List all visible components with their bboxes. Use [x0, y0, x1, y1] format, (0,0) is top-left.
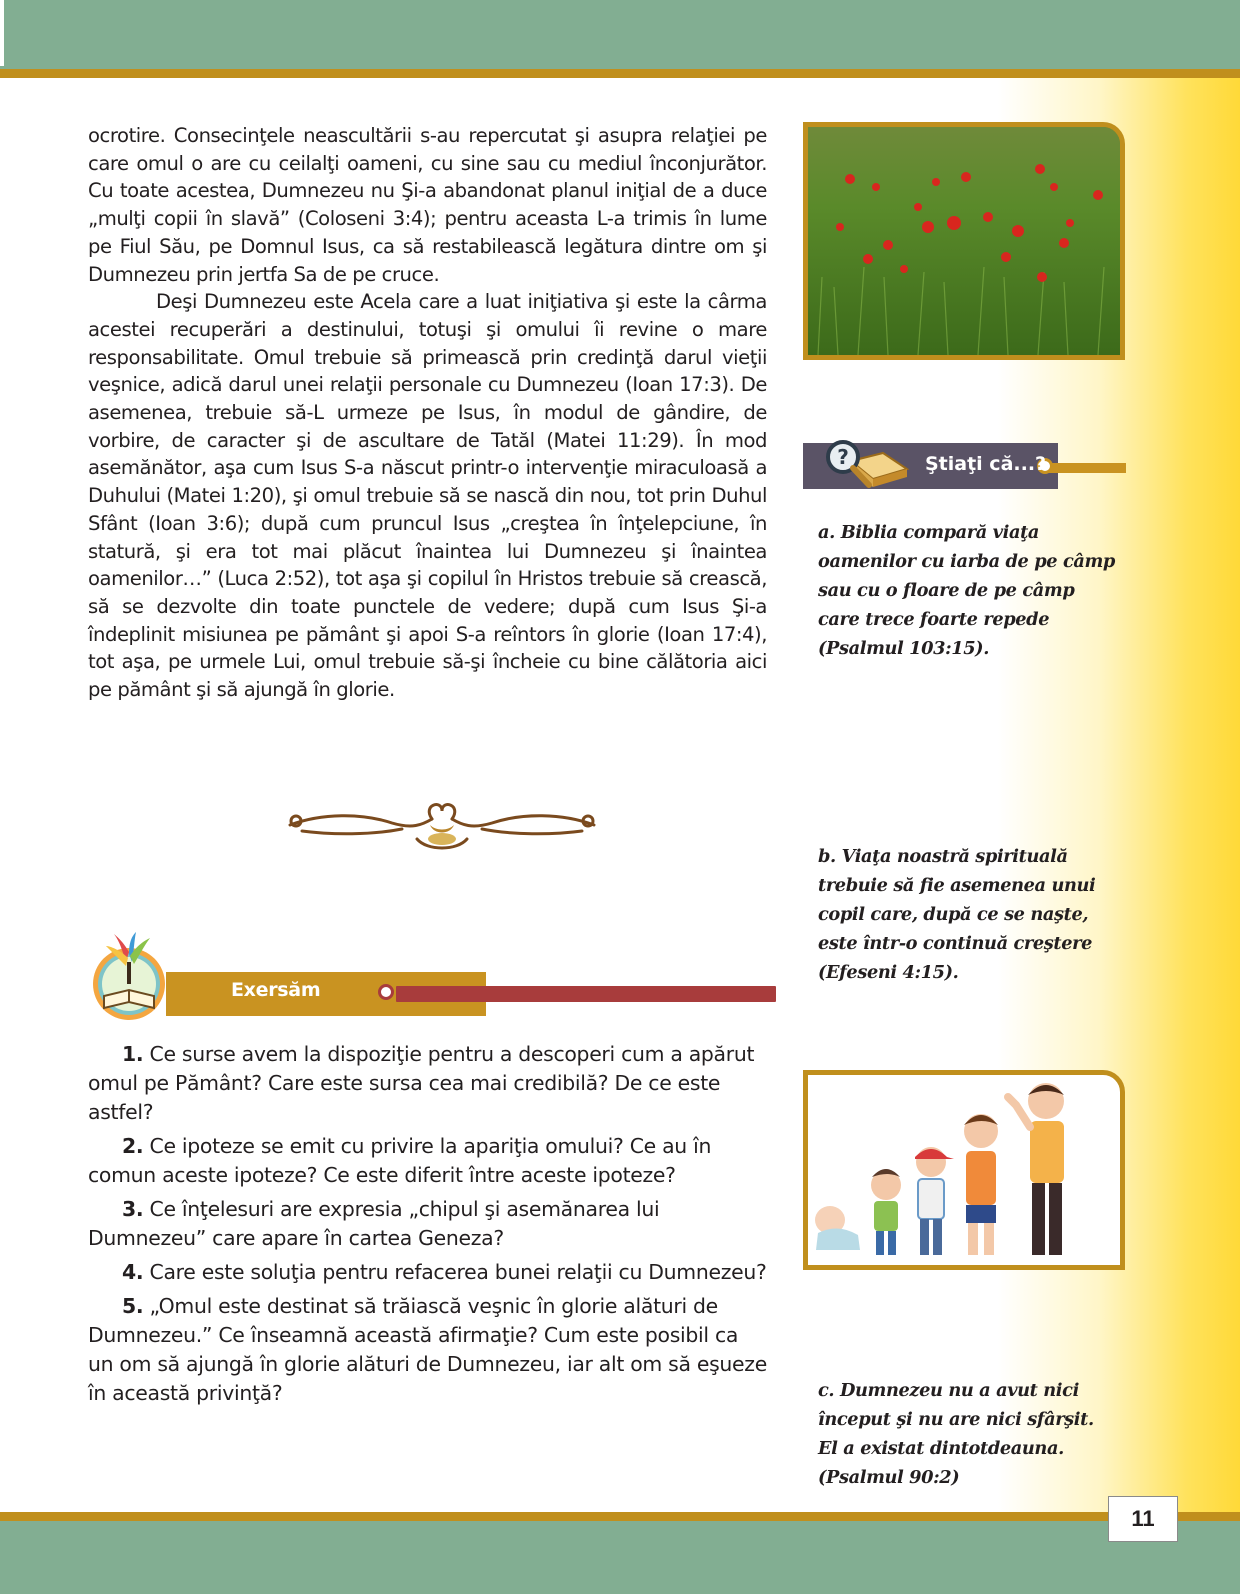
fact-a: a. Biblia compară viaţa oamenilor cu iarba de pe câmp sau cu o floare de pe câmp care trece foarte repede (Psalmul 103:15).: [818, 522, 1115, 659]
growing-child-illustration: [803, 1070, 1125, 1270]
main-paragraph-2: Deşi Dumnezeu este Acela care a luat iniţiativa şi este la cârma acestei recuperări a destinului, totuşi şi omului îi revine o mare responsabilitate. Omul trebuie să primească prin credinţă darul vieţii veşnice, adică darul unei relaţii personale cu Dumnezeu (Ioan 17:3). De asemenea, trebuie să-L urmeze pe Isus, în modul de gândire, de vorbire, de caracter şi de ascultare de Tatăl (Matei 11:29). În mod asemănător, aşa cum Isus S-a născut printr-o intervenţie miraculoasă a Duhului (Matei 1:20), şi omul trebuie să se nască din nou, tot prin Duhul Sfânt (Ioan 3:6); după cum pruncul Isus „creştea în înţelepciune, în statură, şi era tot mai plăcut înaintea lui Dumnezeu şi înaintea oamenilor…” (Luca 2:52), tot aşa şi copilul în Hristos trebuie să crească, să se dezvolte din toate punctele de vedere; după cum Isus Şi-a îndeplinit misiunea pe pământ şi apoi S-a reîntors în glorie (Ioan 17:4), tot aşa, pe urmele Lui, omul trebuie să-şi încheie cu bine călătoria aici pe pământ şi să ajungă în glorie.: [88, 290, 767, 702]
know-line: [1048, 463, 1126, 473]
bottom-rule: [0, 1512, 1240, 1521]
quill-book-badge-icon: [86, 932, 172, 1022]
page-number: 11: [1108, 1496, 1178, 1542]
question-text: „Omul este destinat să trăiască veşnic în glorie alături de Dumnezeu.” Ce înseamnă această afirmaţie? Cum este posibil ca un om să ajungă în glorie alături de Dumnezeu, iar alt om să eşueze în această privinţă?: [88, 1294, 767, 1405]
know-title: Ştiaţi că...?: [925, 453, 1047, 475]
scroll-ornament-icon: [282, 795, 602, 857]
bottom-band: [0, 1521, 1240, 1594]
question-text: Ce surse avem la dispoziţie pentru a descoperi cum a apărut omul pe Pământ? Care este sursa cea mai credibilă? De ce este astfel?: [88, 1042, 755, 1124]
poppy-field-photo: [803, 122, 1125, 360]
fact-b: b. Viaţa noastră spirituală trebuie să fie asemenea unui copil care, după ce se naşte, este într-o continuă creştere (Efeseni 4:15).: [818, 846, 1096, 983]
growth-stages-illustration: [808, 1075, 1120, 1265]
poppy-field-illustration: [808, 127, 1120, 355]
top-rule: [0, 69, 1240, 78]
question-number: 3.: [122, 1197, 144, 1221]
svg-text:?: ?: [837, 445, 849, 469]
fact-c: c. Dumnezeu nu a avut nici început şi nu are nici sfârşit. El a existat dintotdeauna. (Psalmul 90:2): [818, 1380, 1094, 1488]
question-1: [88, 1040, 768, 1127]
top-band: [0, 0, 1240, 69]
magnifier-question-book-icon: [821, 439, 911, 497]
question-text: Care este soluţia pentru refacerea bunei relaţii cu Dumnezeu?: [149, 1260, 767, 1284]
question-4: [88, 1258, 768, 1287]
question-number: 4.: [122, 1260, 144, 1284]
exercise-dot: [378, 984, 394, 1000]
question-3: [88, 1195, 768, 1253]
exercise-title: Exersăm: [231, 979, 321, 1001]
exercise-questions: [88, 1040, 768, 1413]
question-number: 1.: [122, 1042, 144, 1066]
exercise-header: [86, 932, 776, 1022]
exercise-bar: [396, 986, 776, 1002]
main-paragraph-1: ocrotire. Consecinţele neascultării s-au repercutat şi asupra relaţiei pe care omul o are cu ceilalţi oameni, cu sine sau cu mediul înconjurător. Cu toate acestea, Dumnezeu nu Şi-a abandonat planul iniţial de a duce „mulţi copii în slavă” (Coloseni 3:4); pentru aceasta L-a trimis în lume pe Fiul Său, pe Domnul Isus, ca să restabilească legătura dintre om şi Dumnezeu prin jertfa Sa de pe cruce.: [88, 124, 767, 286]
know-header: [803, 443, 1123, 497]
main-text: [88, 122, 767, 704]
question-2: [88, 1132, 768, 1190]
question-5: [88, 1292, 768, 1408]
question-number: 2.: [122, 1134, 144, 1158]
question-text: Ce ipoteze se emit cu privire la apariţia omului? Ce au în comun aceste ipoteze? Ce este diferit între aceste ipoteze?: [88, 1134, 712, 1187]
top-notch: [0, 0, 4, 66]
question-text: Ce înţelesuri are expresia „chipul şi asemănarea lui Dumnezeu” care apare în cartea Geneza?: [88, 1197, 660, 1250]
question-number: 5.: [122, 1294, 144, 1318]
